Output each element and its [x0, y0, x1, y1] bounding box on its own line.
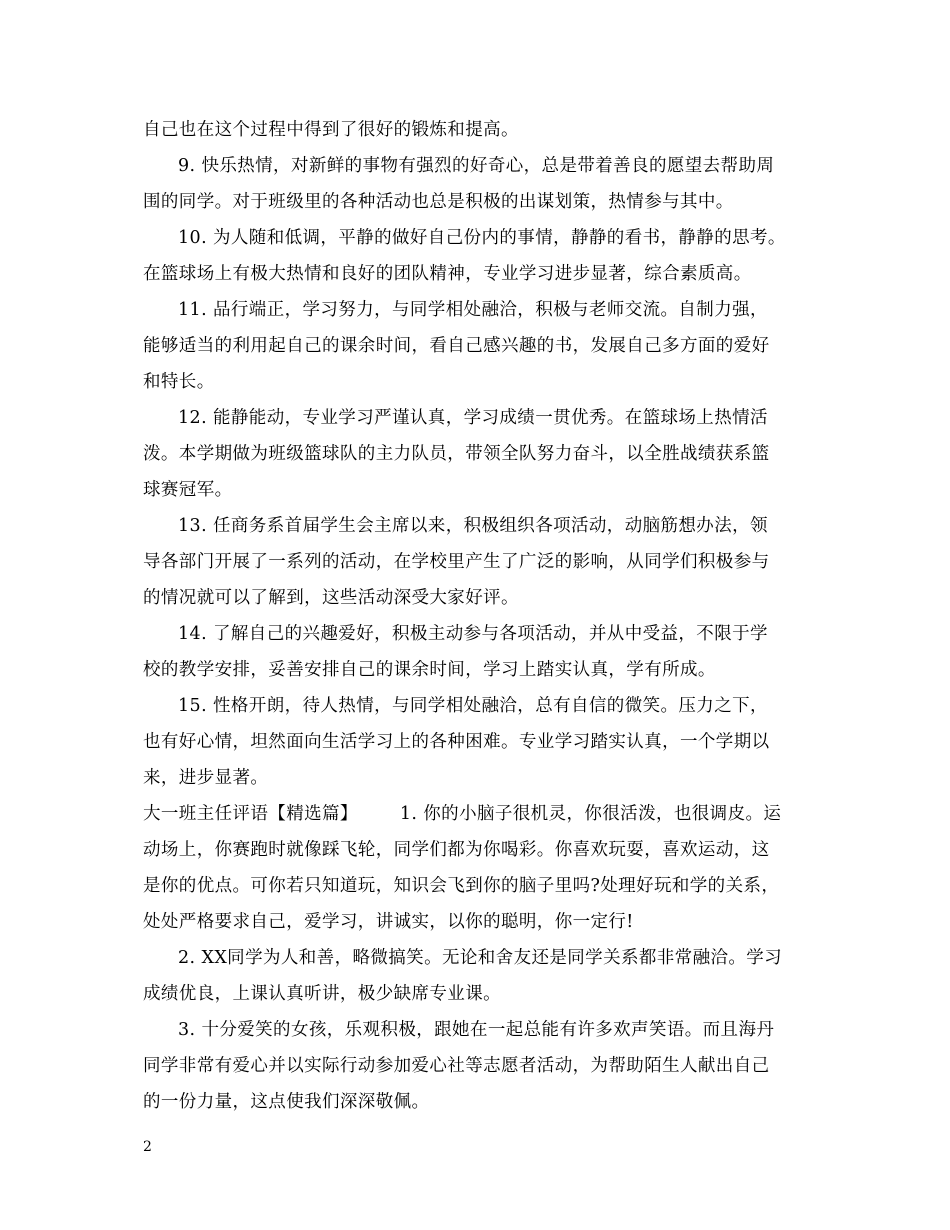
section-heading-line — [143, 803, 781, 825]
list-item-2: 2. XX同学为人和善，略微搞笑。无论和舍友还是同学关系都非常融洽。学习 — [178, 948, 783, 968]
text-line: 围的同学。对于班级里的各种活动也总是积极的出谋划策，热情参与其中。 — [143, 192, 734, 212]
text-line: 也有好心情，坦然面向生活学习上的各种困难。专业学习踏实认真，一个学期以 — [143, 732, 770, 752]
text-line: 处处严格要求自己，爱学习，讲诚实，以你的聪明，你一定行! — [143, 912, 634, 932]
list-item-11: 11. 品行端正，学习努力，与同学相处融洽，积极与老师交流。自制力强， — [178, 300, 768, 320]
text-line: 是你的优点。可你若只知道玩，知识会飞到你的脑子里吗?处理好玩和学的关系， — [143, 876, 780, 896]
list-item-13: 13. 任商务系首届学生会主席以来，积极组织各项活动，动脑筋想办法，领 — [178, 516, 768, 536]
text-line: 在篮球场上有极大热情和良好的团队精神，专业学习进步显著，综合素质高。 — [143, 264, 752, 284]
text-line: 球赛冠军。 — [143, 480, 233, 500]
text-line: 的一份力量，这点使我们深深敬佩。 — [143, 1092, 430, 1112]
text-line: 能够适当的利用起自己的课余时间，看自己感兴趣的书，发展自己多方面的爱好 — [143, 336, 770, 356]
list-item-14: 14. 了解自己的兴趣爱好，积极主动参与各项活动，并从中受益，不限于学 — [178, 624, 768, 644]
text-line: 成绩优良，上课认真听讲，极少缺席专业课。 — [143, 984, 501, 1004]
page-number: 2 — [143, 1139, 152, 1155]
section-heading: 大一班主任评语【精选篇】 — [143, 804, 358, 824]
list-item-3: 3. 十分爱笑的女孩，乐观积极，跟她在一起总能有许多欢声笑语。而且海丹 — [178, 1020, 775, 1040]
text-line: 来，进步显著。 — [143, 768, 269, 788]
text-line: 和特长。 — [143, 372, 215, 392]
list-item-10: 10. 为人随和低调，平静的做好自己份内的事情，静静的看书，静静的思考。 — [178, 228, 786, 248]
text-line: 同学非常有爱心并以实际行动参加爱心社等志愿者活动，为帮助陌生人献出自己 — [143, 1056, 770, 1076]
list-item-9: 9. 快乐热情，对新鲜的事物有强烈的好奇心，总是带着善良的愿望去帮助周 — [178, 156, 775, 176]
list-item-12: 12. 能静能动，专业学习严谨认真，学习成绩一贯优秀。在篮球场上热情活 — [178, 408, 768, 428]
list-item-15: 15. 性格开朗，待人热情，与同学相处融洽，总有自信的微笑。压力之下， — [178, 696, 768, 716]
text-line: 动场上，你赛跑时就像踩飞轮，同学们都为你喝彩。你喜欢玩耍，喜欢运动，这 — [143, 840, 770, 860]
text-line: 泼。本学期做为班级篮球队的主力队员，带领全队努力奋斗，以全胜战绩获系篮 — [143, 444, 770, 464]
text-line: 校的教学安排，妥善安排自己的课余时间，学习上踏实认真，学有所成。 — [143, 660, 716, 680]
text-line: 导各部门开展了一系列的活动，在学校里产生了广泛的影响，从同学们积极参与 — [143, 552, 770, 572]
text-line: 自己也在这个过程中得到了很好的锻炼和提高。 — [143, 120, 519, 140]
text-line: 的情况就可以了解到，这些活动深受大家好评。 — [143, 588, 519, 608]
list-item-1: 1. 你的小脑子很机灵，你很活泼，也很调皮。运 — [399, 804, 782, 824]
